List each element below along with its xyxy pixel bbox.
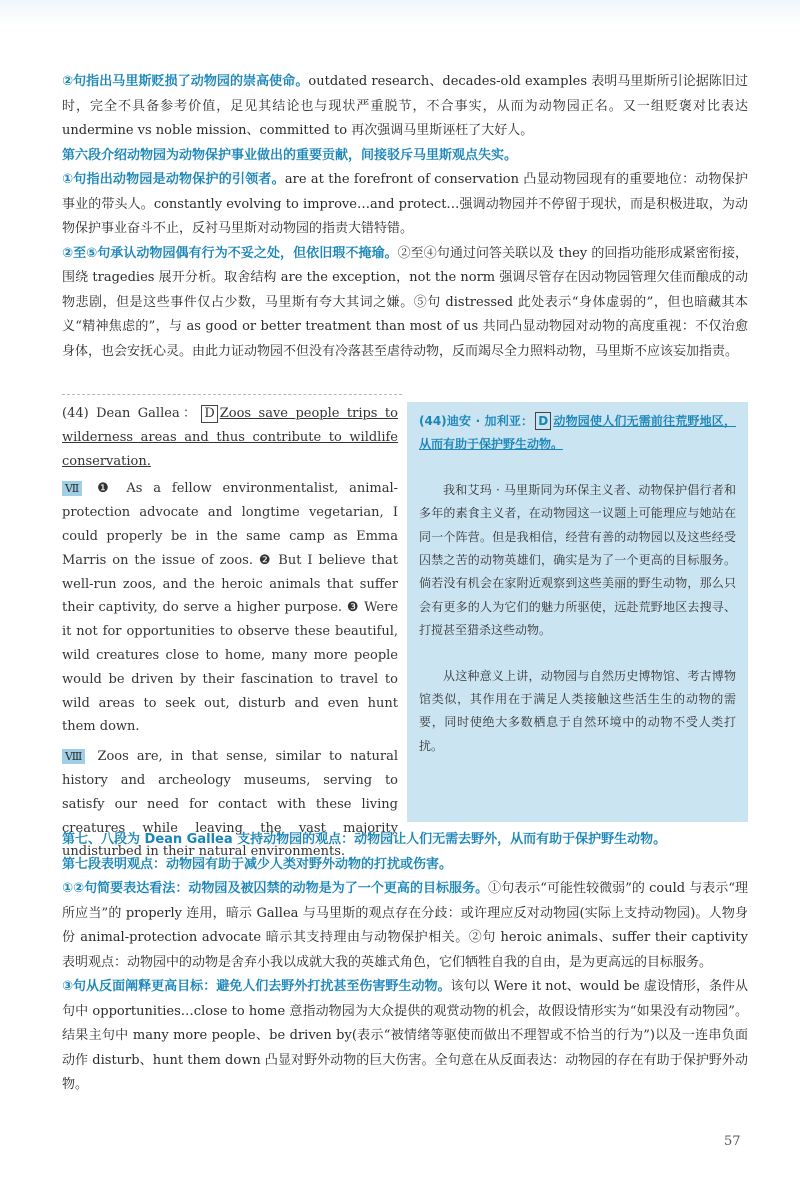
translation-question-title	[419, 410, 736, 457]
page-number: 57	[724, 1134, 741, 1149]
translation-box	[407, 402, 748, 822]
question-statement: Zoos save people trips to wilderness areas and thus contribute to wildlife conservation.	[62, 406, 398, 469]
answer-letter-box: D	[201, 405, 217, 423]
paragraph-8-text: Zoos are, in that sense, similar to natural history and archeology museums, serving to satisfy our need for contact with these living creatures while leaving the vast majority undisturbed in their natural environments.	[62, 749, 398, 860]
section-6-heading: 第六段介绍动物园为动物保护事业做出的重要贡献，间接驳斥马里斯观点失实。	[62, 147, 518, 163]
translation-paragraph-7: 我和艾玛 · 马里斯同为环保主义者、动物保护倡行者和多年的素食主义者，在动物园这一议题上可能理应与她站在同一个阵营。但是我相信，经营有善的动物园以及这些经受囚禁之苦的动物英雄们，确实是为了一个更高的目标服务。倘若没有机会在家附近观察到这些美丽的野生动物，那么只会有更多的人为它们的魅力所驱使，远赴荒野地区去搜寻、打搅甚至猎杀这些动物。	[419, 482, 736, 638]
sentence-number: ❷	[258, 552, 273, 568]
question-44	[62, 402, 398, 473]
sentence-2: But I believe that well-run zoos, and the heroic animals that suffer their captivity, do serve a higher purpose.	[62, 552, 398, 616]
para-s7-2-analysis	[62, 975, 748, 1098]
analysis-top	[62, 70, 748, 364]
english-paragraph-7	[62, 477, 398, 739]
para-s6-1-explanation: are at the forefront of conservation 凸显动物园现有的重要地位：动物保护事业的带头人。constantly evolving to improve…and protect…强调动物园并不停留于现状，而是积极进取，为动物保护事业奋斗不止，反衬马里斯对动物园的指责大错特错。	[62, 172, 748, 236]
question-number: (44)	[62, 406, 89, 421]
question-speaker: Dean Gallea：	[96, 406, 200, 421]
paragraph-roman-numeral: Ⅷ	[62, 749, 85, 764]
translation-paragraph-8: 从这种意义上讲，动物园与自然历史博物馆、考古博物馆类似，其作用在于满足人类接触这些活生生的动物的需要，同时使绝大多数栖息于自然环境中的动物不受人类打扰。	[419, 668, 736, 753]
para-s7-1-analysis	[62, 877, 748, 975]
section-7-8-heading: 第七、八段为 Dean Gallea 支持动物园的观点：动物园让人们无需去野外，从而有助于保护野生动物。	[62, 832, 667, 847]
sentence-1: As a fellow environmentalist, animal-protection advocate and longtime vegetarian, I could properly be in the same camp as Emma Marris on the issue of zoos.	[62, 481, 398, 568]
translation-question-text: 动物园使人们无需前往荒野地区，从而有助于保护野生动物。	[419, 414, 736, 452]
sentence-number: ❶	[97, 481, 116, 497]
sentence-number: ❸	[346, 600, 360, 616]
english-passage-column	[62, 402, 398, 864]
translation-answer-box: D	[535, 412, 551, 430]
para-s6-2-key-sentence: ②至⑤句承认动物园偶有行为不妥之处，但依旧瑕不掩瑜。	[62, 245, 398, 261]
para-s7-1-key-sentence: ①②句简要表达看法：动物园及被囚禁的动物是为了一个更高的目标服务。	[62, 881, 489, 896]
divider-line	[62, 394, 402, 395]
para-s6-1-analysis	[62, 168, 748, 242]
analysis-bottom	[62, 828, 748, 1098]
page-top-band	[0, 0, 800, 26]
para-s7-1-explanation: ①句表示“可能性较微弱”的 could 与表示“理所应当”的 properly 连用，暗示 Gallea 与马里斯的观点存在分歧：或许理应反对动物园(实际上支持动物园)。人物身份 animal-protection advocate 暗示其支持理由与动物保护相关。②句 heroic animals、suffer their captivity 表明观点：动物园中的动物是舍弃小我以成就大我的英雄式角色，它们牺牲自我的自由，是为更高远的目标服务。	[62, 881, 748, 970]
para-s7-2-key-sentence: ③句从反面阐释更高目标：避免人们去野外打扰甚至伤害野生动物。	[62, 979, 451, 994]
section-7-heading: 第七段表明观点：动物园有助于减少人类对野外动物的打扰或伤害。	[62, 856, 453, 872]
sentence-3: Were it not for opportunities to observe these beautiful, wild creatures close to home, many more people would be driven by their fascination to travel to wild areas to seek out, disturb and even hunt them down.	[62, 600, 399, 735]
para-s6-2-explanation: ②至④句通过问答关联以及 they 的回指功能形成紧密衔接，围绕 tragedies 展开分析。取舍结构 are the exception，not the norm 强调尽管存在因动物园管理欠佳而酿成的动物悲剧，但是这些事件仅占少数，马里斯有夸大其词之嫌。⑤句 distressed 此处表示“身体虚弱的”，但也暗藏其本义“精神焦虑的”，与 as good or better treatment than most of us 共同凸显动物园对动物的高度重视：不仅治愈身体，也会安抚心灵。由此力证动物园不但没有冷落甚至虐待动物，反而竭尽全力照料动物，马里斯不应该妄加指责。	[62, 245, 749, 359]
paragraph-roman-numeral: Ⅶ	[62, 481, 82, 496]
para-2-analysis	[62, 70, 748, 144]
para-s7-2-explanation: 该句以 Were it not、would be 虚设情形，条件从句中 opportunities…close to home 意指动物园为大众提供的观赏动物的机会，故假设情形实为“如果没有动物园”。结果主句中 many more people、be driven by(表示“被情绪等驱使而做出不理智或不恰当的行为”)以及一连串负面动作 disturb、hunt them down 凸显对野外动物的巨大伤害。全句意在从反面表达：动物园的存在有助于保护野外动物。	[62, 979, 748, 1092]
translation-question-prefix: (44)迪安 · 加利亚：	[419, 414, 534, 428]
para-2-key-sentence: ②句指出马里斯贬损了动物园的崇高使命。	[62, 74, 309, 89]
para-2-explanation: outdated research、decades-old examples 表明马里斯所引论据陈旧过时，完全不具备参考价值，足见其结论也与现状严重脱节，不合事实，从而为动物园正名。又一组贬褒对比表达 undermine vs noble mission、committed to 再次强调马里斯诬枉了大好人。	[62, 74, 749, 138]
para-s6-2-analysis	[62, 242, 748, 365]
para-s6-1-key-sentence: ①句指出动物园是动物保护的引领者。	[62, 172, 285, 187]
